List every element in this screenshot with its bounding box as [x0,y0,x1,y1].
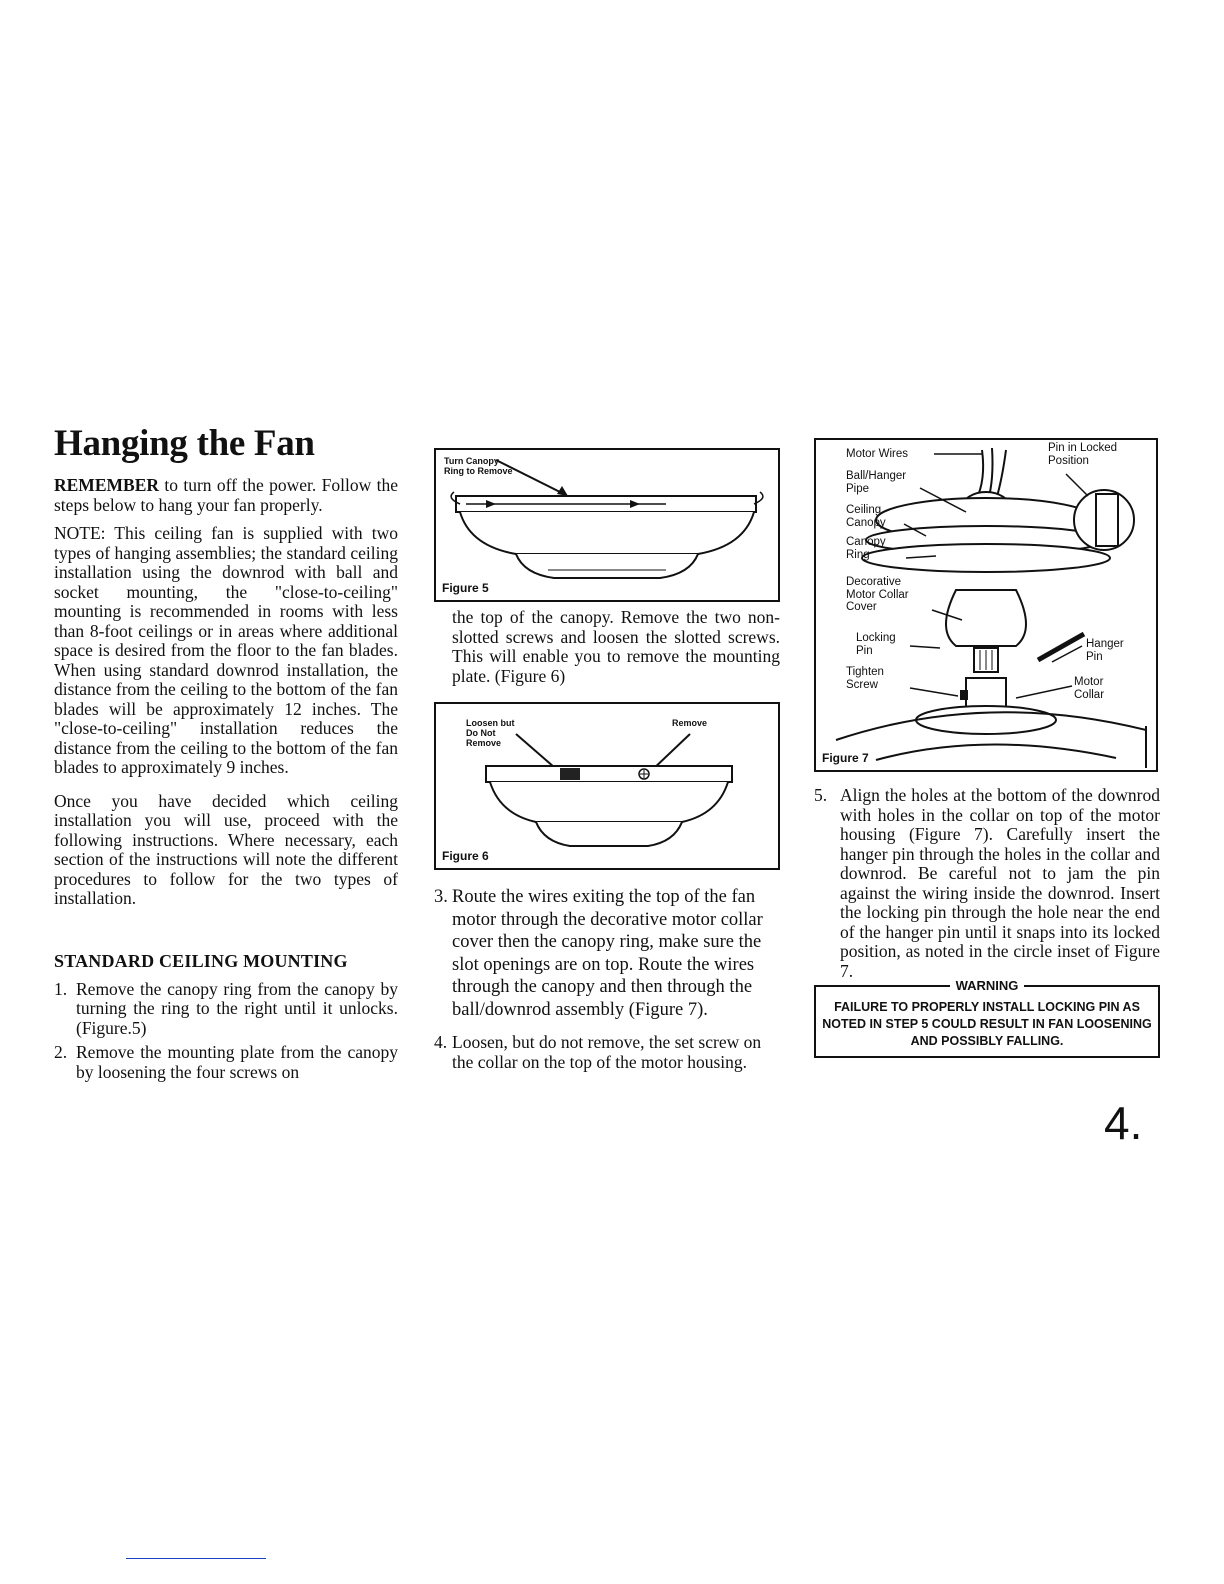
note-paragraph: NOTE: This ceiling fan is supplied with two types of hanging assemblies; the standard ceiling installation using the downrod with ball and socket mounting, the "close-to-ceiling" mounting is recommended in rooms with less than 8-foot ceilings or in areas where additional space is desired from the floor to the fan blades. When using standard downrod installation, the distance from the ceiling to the bottom of the fan blades will be approximately 12 inches. The "close-to-ceiling" installation reduces the distance from the ceiling to the bottom of the fan blades to approximately 9 inches. [54,523,398,777]
step-number: 2. [54,1042,68,1062]
remember-bold: REMEMBER [54,475,159,495]
figure-7 [814,438,1158,772]
step-number: 5. [814,785,828,805]
step-text: Route the wires exiting the top of the fan motor through the decorative motor collar cover then the canopy ring, make sure the slot openings are on top. Route the wires through the canopy and then through the ball/downrod assembly (Figure 7). [452,887,763,1020]
figure-6-callout-right: Remove [672,718,708,728]
step-5 [814,786,1160,981]
steps-list [54,980,398,1083]
label-line: Decorative [846,576,901,588]
figure-7-caption: Figure 7 [822,751,869,765]
label-canopy-ring [846,536,886,561]
label-locking-pin [856,632,896,657]
label-line: Cover [846,601,877,613]
label-line: Ring [846,548,870,561]
label-line: Hanger [1086,638,1124,650]
callout-line: Ring to Remove [444,466,513,476]
remember-text: to turn off the power. Follow the steps below to hang your fan properly. [54,475,398,515]
label-line: Position [1048,454,1089,467]
step-1 [54,980,398,1039]
callout-line: Loosen but [466,718,515,728]
label-line: Pin [1086,650,1103,663]
label-line: Pin in Locked [1048,442,1118,454]
label-line: Screw [846,678,878,691]
label-motor-collar [1074,676,1104,701]
label-line: Ball/Hanger [846,470,907,482]
step-text: Remove the canopy ring from the canopy by turning the ring to the right until it unlocks. (Figure.5) [76,978,398,1038]
step-number: 4. [434,1032,448,1052]
label-line: Pipe [846,482,870,495]
column-right [814,438,1160,1058]
label-line: Canopy [846,516,886,529]
label-line: Collar [1074,688,1105,701]
label-line: Motor [1074,676,1104,688]
figure-5 [434,448,780,602]
label-line: Motor Collar [846,588,909,601]
label-tighten-screw [846,666,884,691]
page-number: 4. [1104,1097,1143,1149]
callout-line: Remove [466,738,502,748]
label-line: Locking [856,632,896,644]
figure-5-caption: Figure 5 [442,581,489,595]
remember-paragraph [54,476,398,515]
footer-rule [126,1558,266,1559]
label-ceiling-canopy [846,504,886,529]
column-left [54,422,398,1087]
callout-line: Turn Canopy [444,456,499,466]
figure-5-callout [444,456,513,476]
label-pin-locked [1048,442,1117,467]
label-line: Tighten [846,666,884,678]
step-4 [434,1033,780,1072]
figure-6 [434,702,780,870]
warning-heading: WARNING [950,978,1025,993]
label-ball-hanger [846,470,906,495]
figure-6-caption: Figure 6 [442,849,489,863]
step-2 [54,1043,398,1082]
callout-line: Do Not [466,728,496,738]
label-line: Pin [856,644,873,657]
label-line: Canopy [846,536,886,548]
once-paragraph: Once you have decided which ceiling installation you will use, proceed with the following instructions. Where necessary, each section of the instructions will note the different procedures to follow for the two types of installation. [54,790,398,908]
section-heading: STANDARD CEILING MOUNTING [54,950,348,971]
warning-box [814,978,1160,1058]
step-number: 1. [54,978,68,999]
label-motor-wires: Motor Wires [846,448,908,460]
figure-6-callout-left [466,718,515,748]
label-decorative-collar [846,576,909,614]
column-middle [434,448,780,1072]
page-title: Hanging the Fan [54,423,315,464]
warning-text: FAILURE TO PROPERLY INSTALL LOCKING PIN AS NOTED IN STEP 5 COULD RESULT IN FAN LOOSENING AND POSSIBLY FALLING. [822,1000,1152,1048]
step-3 [434,886,780,1021]
step-number: 3. [434,887,448,907]
label-line: Ceiling [846,504,882,516]
step-text: Remove the mounting plate from the canopy by loosening the four screws on [76,1042,398,1082]
step-text: Align the holes at the bottom of the downrod with holes in the collar on top of the motor housing (Figure 7). Carefully insert the hanger pin through the holes in the collar and downrod. Be careful not to jam the pin against the wiring inside the downrod. Insert the locking pin through the hole near the end of the hanger pin until it snaps into its locked position, as noted in the circle inset of Figure 7. [840,785,1160,981]
label-hanger-pin [1086,638,1124,663]
step-2-continued: the top of the canopy. Remove the two non-slotted screws and loosen the slotted screws. This will enable you to remove the mounting plate. (Figure 6) [452,607,780,686]
warning-heading-wrap [816,977,1158,995]
step-text: Loosen, but do not remove, the set screw on the collar on the top of the motor housing. [452,1032,762,1072]
